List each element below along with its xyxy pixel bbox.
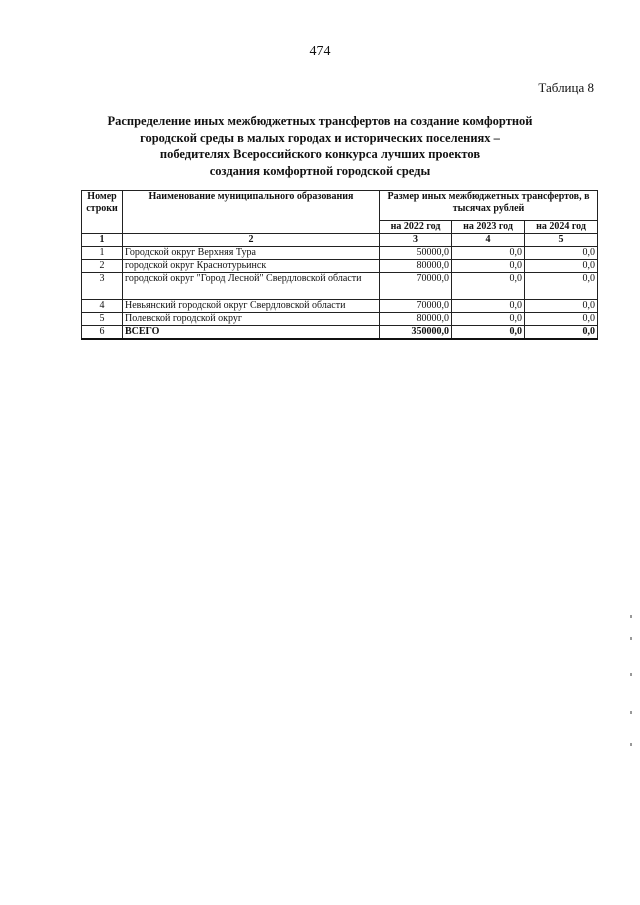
municipality-name: Городской округ Верхняя Тура — [123, 247, 380, 260]
amount-2022: 80000,0 — [380, 313, 452, 326]
row-number: 5 — [82, 313, 123, 326]
column-number: 5 — [525, 234, 598, 247]
amount-2023: 0,0 — [452, 313, 525, 326]
header-amount-group: Размер иных межбюджетных трансфертов, в тысячах рублей — [380, 191, 598, 221]
column-number: 4 — [452, 234, 525, 247]
total-amount-2023: 0,0 — [452, 326, 525, 340]
title-line: городской среды в малых городах и исторических поселениях – — [140, 130, 500, 145]
header-year-2022: на 2022 год — [380, 221, 452, 234]
header-year-2023: на 2023 год — [452, 221, 525, 234]
table-row — [82, 273, 598, 300]
amount-2022: 70000,0 — [380, 300, 452, 313]
table-row — [82, 247, 598, 260]
scan-margin-marks — [630, 615, 634, 765]
total-row — [82, 326, 598, 340]
title-line: Распределение иных межбюджетных трансфертов на создание комфортной — [107, 114, 533, 128]
header-municipality: Наименование муниципального образования — [123, 191, 380, 234]
amount-2023: 0,0 — [452, 260, 525, 273]
table-row — [82, 300, 598, 313]
municipality-name: городской округ "Город Лесной" Свердловской области — [123, 273, 380, 300]
page-number: 474 — [309, 44, 331, 59]
amount-2024: 0,0 — [525, 300, 598, 313]
amount-2024: 0,0 — [525, 260, 598, 273]
amount-2023: 0,0 — [452, 247, 525, 260]
title-line: победителях Всероссийского конкурса лучших проектов — [159, 147, 481, 161]
municipality-name: Полевской городской округ — [123, 313, 380, 326]
total-amount-2024: 0,0 — [525, 326, 598, 340]
column-number: 2 — [123, 234, 380, 247]
municipality-name: Невьянский городской округ Свердловской области — [123, 300, 380, 313]
document-title — [80, 113, 560, 179]
total-label: ВСЕГО — [123, 326, 380, 340]
column-number: 3 — [380, 234, 452, 247]
amount-2023: 0,0 — [452, 300, 525, 313]
table-label: Таблица 8 — [538, 80, 594, 95]
transfers-table — [81, 190, 598, 340]
row-number: 2 — [82, 260, 123, 273]
amount-2022: 80000,0 — [380, 260, 452, 273]
total-amount-2022: 350000,0 — [380, 326, 452, 340]
amount-2022: 70000,0 — [380, 273, 452, 300]
table-row — [82, 260, 598, 273]
column-number: 1 — [82, 234, 123, 247]
amount-2023: 0,0 — [452, 273, 525, 300]
row-number: 1 — [82, 247, 123, 260]
title-line: создания комфортной городской среды — [209, 163, 431, 178]
amount-2024: 0,0 — [525, 273, 598, 300]
amount-2024: 0,0 — [525, 313, 598, 326]
amount-2022: 50000,0 — [380, 247, 452, 260]
table-row — [82, 313, 598, 326]
row-number: 4 — [82, 300, 123, 313]
header-row-number: Номер строки — [82, 191, 123, 234]
header-year-2024: на 2024 год — [525, 221, 598, 234]
row-number: 6 — [82, 326, 123, 340]
amount-2024: 0,0 — [525, 247, 598, 260]
row-number: 3 — [82, 273, 123, 300]
municipality-name: городской округ Краснотурьинск — [123, 260, 380, 273]
